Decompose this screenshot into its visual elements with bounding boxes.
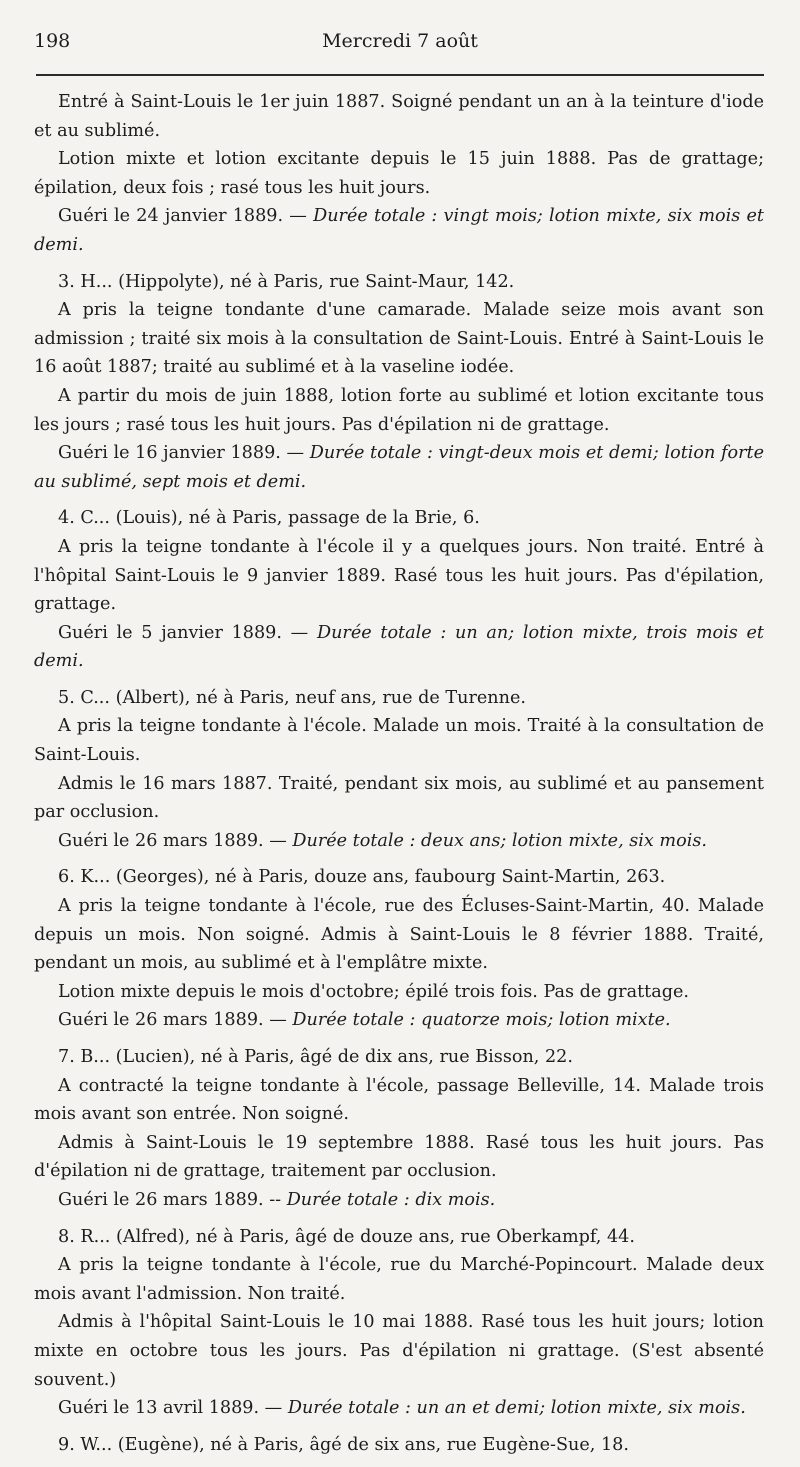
paragraph bbox=[34, 145, 764, 202]
paragraph-text: Guéri le 26 mars 1889. -- bbox=[58, 1189, 287, 1210]
paragraph bbox=[34, 1006, 764, 1035]
paragraph bbox=[34, 1251, 764, 1308]
duration-summary: Durée totale : quatorze mois; lotion mixte. bbox=[292, 1010, 671, 1031]
paragraph-text: 3. H... (Hippolyte), né à Paris, rue Saint-Maur, 142. bbox=[58, 271, 515, 292]
paragraph bbox=[34, 533, 764, 619]
paragraph bbox=[34, 1431, 764, 1460]
paragraph-text: A pris la teigne tondante à l'école il y a quelques jours. Non traité. Entré à l'hôpital Saint-Louis le 9 janvier 1889. Rasé tous les huit jours. Pas d'épilation, grattage. bbox=[34, 536, 764, 615]
paragraph bbox=[34, 202, 764, 259]
header-rule bbox=[36, 74, 764, 76]
paragraph-text: Guéri le 26 mars 1889. — bbox=[58, 830, 293, 851]
paragraph-text: A contracté la teigne tondante à l'école, passage Belleville, 14. Malade trois mois avant son entrée. Non soigné. bbox=[34, 1075, 764, 1125]
paragraph-text: Guéri le 5 janvier 1889. — bbox=[58, 622, 317, 643]
paragraph bbox=[34, 863, 764, 892]
paragraph-text: Lotion mixte et lotion excitante depuis le 15 juin 1888. Pas de grattage; épilation, deux fois ; rasé tous les huit jours. bbox=[34, 149, 764, 198]
paragraph bbox=[34, 892, 764, 978]
paragraph-text: Guéri le 26 mars 1889. — bbox=[58, 1010, 293, 1031]
duration-summary: Durée totale : un an et demi; lotion mixte, six mois. bbox=[287, 1398, 746, 1419]
paragraph bbox=[34, 978, 764, 1007]
paragraph-text: Admis à l'hôpital Saint-Louis le 10 mai 1888. Rasé tous les huit jours; lotion mixte en octobre tous les jours. Pas d'épilation ni grattage. (S'est absenté souvent.) bbox=[34, 1312, 764, 1390]
paragraph-text: A pris la teigne tondante à l'école, rue des Écluses-Saint-Martin, 40. Malade depuis un mois. Non soigné. Admis à Saint-Louis le 8 février 1888. Traité, pendant un mois, au sublimé et à l'emplâtre mixte. bbox=[34, 896, 764, 974]
paragraph bbox=[34, 684, 764, 713]
paragraph bbox=[34, 1308, 764, 1394]
paragraph-text: Guéri le 16 janvier 1889. — bbox=[58, 443, 310, 464]
page-number: 198 bbox=[34, 30, 71, 52]
paragraph-text: 7. B... (Lucien), né à Paris, âgé de dix ans, rue Bisson, 22. bbox=[58, 1047, 573, 1067]
duration-summary: Durée totale : vingt mois; lotion mixte, six mois et demi. bbox=[34, 206, 764, 255]
paragraph bbox=[34, 827, 764, 856]
paragraph-text: Admis à Saint-Louis le 19 septembre 1888. Rasé tous les huit jours. Pas d'épilation ni de grattage, traitement par occlusion. bbox=[34, 1132, 764, 1182]
paragraph bbox=[34, 439, 764, 496]
paragraph bbox=[34, 504, 764, 533]
case-entry bbox=[34, 1043, 764, 1215]
paragraph bbox=[34, 88, 764, 145]
paragraph-text: 8. R... (Alfred), né à Paris, âgé de douze ans, rue Oberkampf, 44. bbox=[58, 1226, 635, 1247]
paragraph-text: 4. C... (Louis), né à Paris, passage de la Brie, 6. bbox=[58, 508, 480, 529]
paragraph-text: Lotion mixte depuis le mois d'octobre; épilé trois fois. Pas de grattage. bbox=[58, 981, 689, 1002]
paragraph-text: 9. W... (Eugène), né à Paris, âgé de six ans, rue Eugène-Sue, 18. bbox=[58, 1434, 629, 1455]
page-title: Mercredi 7 août bbox=[322, 30, 478, 52]
case-entry bbox=[34, 504, 764, 676]
paragraph bbox=[34, 770, 764, 827]
paragraph-text: A pris la teigne tondante d'une camarade. Malade seize mois avant son admission ; traité six mois à la consultation de Saint-Louis. Entré à Saint-Louis le 16 août 1887; traité au sublimé et à la vaseline iodée. bbox=[34, 300, 764, 378]
paragraph bbox=[34, 1043, 764, 1072]
paragraph bbox=[34, 382, 764, 439]
duration-summary: Durée totale : un an; lotion mixte, trois mois et demi. bbox=[34, 622, 764, 672]
paragraph-text: Guéri le 24 janvier 1889. — bbox=[58, 206, 314, 227]
paragraph-text: 5. C... (Albert), né à Paris, neuf ans, rue de Turenne. bbox=[58, 687, 526, 708]
paragraph bbox=[34, 1223, 764, 1252]
paragraph-text: Entré à Saint-Louis le 1er juin 1887. Soigné pendant un an à la teinture d'iode et au sublimé. bbox=[34, 92, 764, 141]
paragraph bbox=[34, 1072, 764, 1129]
duration-summary: Durée totale : deux ans; lotion mixte, six mois. bbox=[292, 830, 707, 851]
paragraph bbox=[34, 1129, 764, 1186]
paragraph bbox=[34, 1394, 764, 1423]
paragraph-text: Admis le 16 mars 1887. Traité, pendant six mois, au sublimé et au pansement par occlusion. bbox=[34, 773, 764, 823]
case-entry bbox=[34, 863, 764, 1035]
duration-summary: Durée totale : dix mois. bbox=[286, 1189, 496, 1210]
case-entry bbox=[34, 268, 764, 497]
page-content bbox=[34, 88, 764, 1467]
paragraph-text: A partir du mois de juin 1888, lotion forte au sublimé et lotion excitante tous les jours ; rasé tous les huit jours. Pas d'épilation ni de grattage. bbox=[34, 385, 764, 435]
paragraph-text: A pris la teigne tondante à l'école, rue du Marché-Popincourt. Malade deux mois avant l'admission. Non traité. bbox=[34, 1255, 764, 1304]
paragraph bbox=[34, 296, 764, 382]
case-entry bbox=[34, 1431, 764, 1460]
paragraph-text: A pris la teigne tondante à l'école. Malade un mois. Traité à la consultation de Saint-Louis. bbox=[34, 716, 764, 766]
paragraph bbox=[34, 619, 764, 676]
paragraph bbox=[34, 712, 764, 769]
case-entry bbox=[34, 1223, 764, 1423]
case-entry bbox=[34, 88, 764, 260]
paragraph-text: 6. K... (Georges), né à Paris, douze ans, faubourg Saint-Martin, 263. bbox=[58, 867, 666, 888]
page-header bbox=[34, 30, 766, 60]
duration-summary: Durée totale : vingt-deux mois et demi; lotion forte au sublimé, sept mois et demi. bbox=[34, 443, 764, 492]
paragraph bbox=[34, 1186, 764, 1215]
paragraph-text: Guéri le 13 avril 1889. — bbox=[58, 1398, 288, 1419]
paragraph bbox=[34, 268, 764, 297]
case-entry bbox=[34, 684, 764, 856]
